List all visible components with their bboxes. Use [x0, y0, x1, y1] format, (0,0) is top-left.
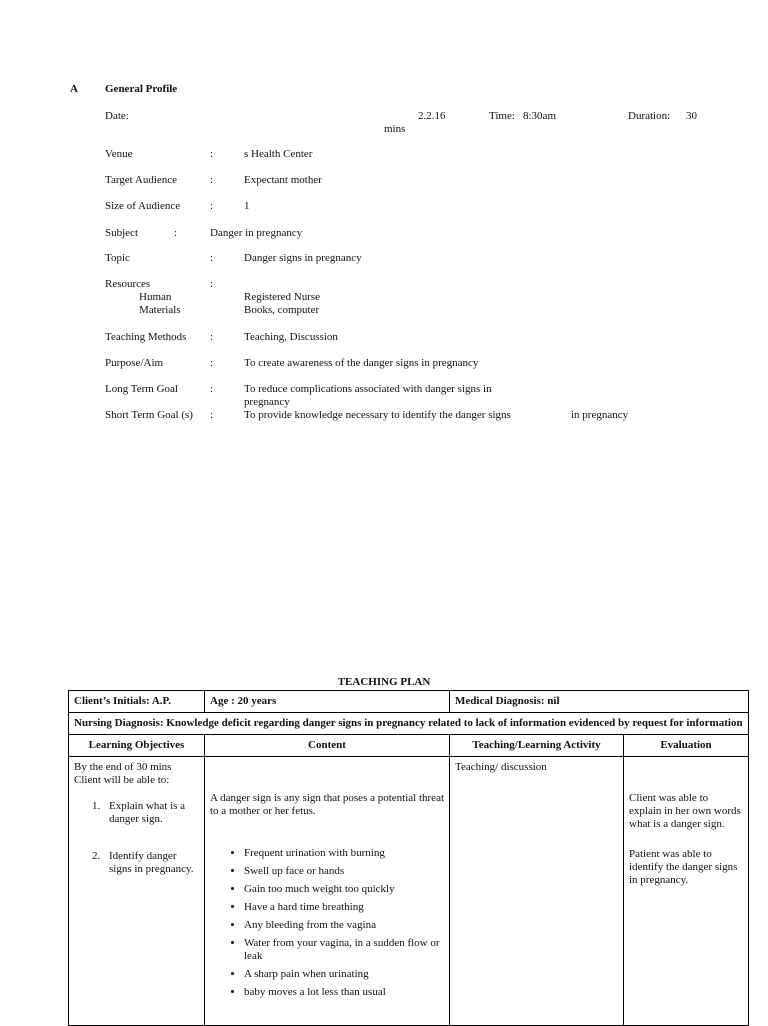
objectives-cell [69, 757, 205, 1026]
medical-diagnosis: Medical Diagnosis: nil [450, 691, 749, 713]
subject-value: Danger in pregnancy [210, 227, 303, 239]
evaluation-text-2: Patient was able to identify the danger signs in pregnancy. [629, 848, 738, 886]
column-header-activity: Teaching/Learning Activity [450, 735, 624, 757]
purpose-value: To create awareness of the danger signs in pregnancy [244, 357, 479, 369]
objectives-list [74, 800, 199, 876]
teaching-methods-colon: : [210, 331, 214, 343]
list-item [74, 850, 199, 876]
danger-sign-definition: A danger sign is any sign that poses a potential threat to a mother or her fetus. [210, 792, 445, 817]
resources-colon: : [210, 278, 214, 290]
venue-label: Venue [105, 148, 133, 160]
long-term-goal-colon: : [210, 383, 214, 395]
list-item: • Gain too much weight too quickly [244, 883, 444, 896]
evaluation-cell [624, 757, 749, 1026]
list-item: • baby moves a lot less than usual [244, 986, 444, 999]
subject-label: Subject [105, 227, 138, 239]
evaluation-text-1: Client was able to explain in her own words what is a danger sign. [629, 792, 741, 830]
resources-label: Resources [105, 278, 151, 290]
list-item: • Have a hard time breathing [244, 901, 444, 914]
target-audience-label: Target Audience [105, 174, 178, 186]
resources-materials-value: Books, computer [244, 304, 320, 316]
topic-value: Danger signs in pregnancy [244, 252, 362, 264]
objective-text: Identify danger signs in pregnancy. [109, 850, 194, 875]
topic-colon: : [210, 252, 214, 264]
section-title: General Profile [105, 83, 178, 95]
teaching-activity: Teaching/ discussion [455, 761, 547, 773]
activity-cell [450, 757, 624, 1026]
purpose-colon: : [210, 357, 214, 369]
duration-label: Duration: [628, 110, 671, 122]
topic-label: Topic [105, 252, 130, 264]
teaching-methods-value: Teaching, Discussion [244, 331, 338, 343]
audience-size-value: 1 [244, 200, 250, 212]
audience-size-colon: : [210, 200, 214, 212]
teaching-methods-label: Teaching Methods [105, 331, 187, 343]
target-audience-colon: : [210, 174, 214, 186]
list-item: • Water from your vagina, in a sudden flow or leak [244, 937, 444, 963]
column-header-evaluation: Evaluation [624, 735, 749, 757]
teaching-plan-table [68, 690, 749, 1026]
venue-value: s Health Center [244, 148, 313, 160]
audience-size-label: Size of Audience [105, 200, 181, 212]
time-label: Time: [489, 110, 515, 122]
resources-materials-label: Materials [139, 304, 181, 316]
resources-human-label: Human [139, 291, 172, 303]
short-term-goal-value-tail: in pregnancy [571, 409, 629, 421]
time-value: 8:30am [523, 110, 556, 122]
client-info-row [69, 691, 749, 713]
content-cell [205, 757, 450, 1026]
resources-human-value: Registered Nurse [244, 291, 321, 303]
short-term-goal-value: To provide knowledge necessary to identify the danger signs [244, 409, 511, 421]
nursing-diagnosis-row [69, 713, 749, 735]
list-item-number: 1. [92, 800, 101, 812]
long-term-goal-value: To reduce complications associated with danger signs in [244, 383, 492, 395]
column-header-content: Content [205, 735, 450, 757]
long-term-goal-label: Long Term Goal [105, 383, 178, 395]
short-term-goal-label: Short Term Goal (s) [105, 409, 193, 421]
objective-text: Explain what is a danger sign. [109, 800, 186, 825]
client-initials: Client’s Initials: A.P. [69, 691, 205, 713]
date-value: 2.2.16 [418, 110, 446, 122]
short-term-goal-colon: : [210, 409, 214, 421]
plan-body-row [69, 757, 749, 1026]
danger-signs-list [210, 847, 444, 999]
list-item: • Frequent urination with burning [244, 847, 444, 860]
list-item: • A sharp pain when urinating [244, 968, 444, 981]
purpose-label: Purpose/Aim [105, 357, 164, 369]
duration-value: 30 [686, 110, 697, 122]
subject-colon: : [174, 227, 178, 239]
objectives-intro: By the end of 30 mins Client will be able to: [74, 761, 172, 786]
section-letter: A [70, 83, 78, 95]
target-audience-value: Expectant mother [244, 174, 322, 186]
venue-colon: : [210, 148, 214, 160]
duration-unit: mins [384, 123, 406, 135]
list-item-number: 2. [92, 850, 101, 862]
table-header-row [69, 735, 749, 757]
nursing-diagnosis: Nursing Diagnosis: Knowledge deficit regarding danger signs in pregnancy related to lack of information evidenced by request for information [69, 713, 749, 735]
list-item: • Swell up face or hands [244, 865, 444, 878]
list-item [74, 800, 199, 826]
client-age: Age : 20 years [205, 691, 450, 713]
long-term-goal-value-cont: pregnancy [244, 396, 290, 408]
teaching-plan-title: TEACHING PLAN [337, 676, 431, 688]
list-item: • Any bleeding from the vagina [244, 919, 444, 932]
date-label: Date: [105, 110, 129, 122]
column-header-objectives: Learning Objectives [69, 735, 205, 757]
